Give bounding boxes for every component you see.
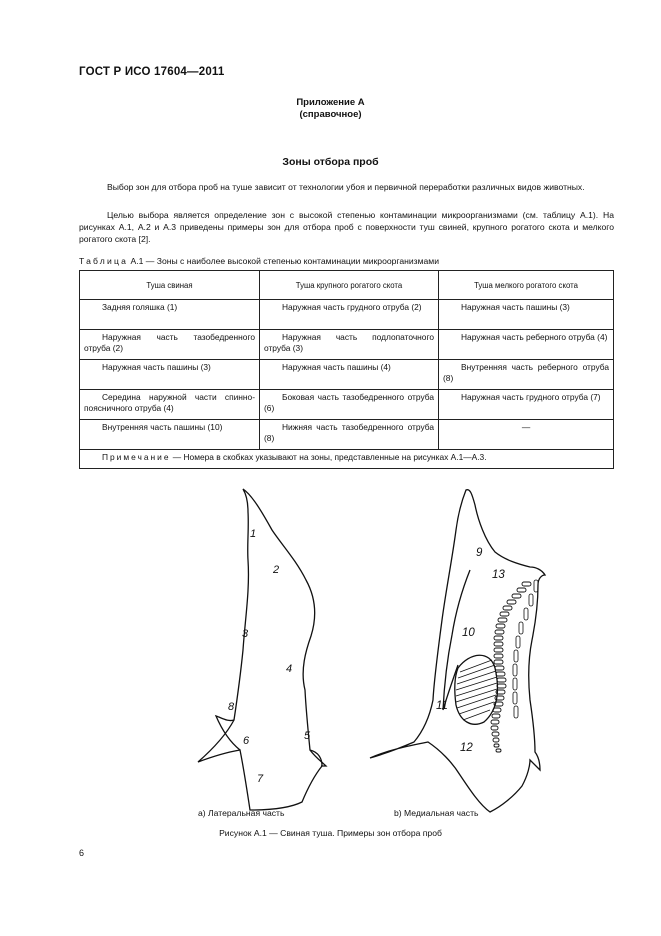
cell-text: Наружная часть грудного отруба (2) xyxy=(282,302,422,312)
document-header: ГОСТ Р ИСО 17604—2011 xyxy=(79,66,225,78)
cell-text: Наружная часть подлопаточного отруба (3) xyxy=(264,332,434,353)
zone-number: 6 xyxy=(243,735,250,747)
hind-leg-contour xyxy=(216,716,240,750)
table-caption-text: А.1 — Зоны с наиболее высокой степенью контаминации микроорганизмами xyxy=(128,256,440,266)
zone-number: 11 xyxy=(436,700,448,712)
medial-carcass-outline xyxy=(370,490,545,812)
cell-text: Наружная часть пашины (3) xyxy=(102,362,211,372)
figure-caption-b: b) Медиальная часть xyxy=(394,808,479,818)
annex-subtitle: (справочное) xyxy=(299,109,362,120)
zone-number: 7 xyxy=(257,773,264,785)
column-header: Туша мелкого рогатого скота xyxy=(439,271,614,300)
zone-number: 13 xyxy=(492,569,505,581)
cell-text: Наружная часть тазобедренного отруба (2) xyxy=(84,332,255,353)
lateral-carcass-outline xyxy=(198,489,322,810)
cell-text: Нижняя часть тазобедренного отруба (8) xyxy=(264,422,434,443)
section-title: Зоны отбора проб xyxy=(282,156,379,168)
tail-contour xyxy=(310,750,326,766)
cell-text: Наружная часть реберного отруба (4) xyxy=(461,332,608,342)
zone-number: 8 xyxy=(228,701,235,713)
zone-number: 10 xyxy=(462,627,475,639)
column-header: Туша свиная xyxy=(80,271,260,300)
zone-number: 5 xyxy=(304,730,311,742)
cell-text: Внутренняя часть реберного отруба (8) xyxy=(443,362,609,383)
cell-text: Боковая часть тазобедренного отруба (6) xyxy=(264,392,434,413)
spinal-segments xyxy=(513,580,538,718)
page-number: 6 xyxy=(79,848,85,858)
table-caption-label: Таблица xyxy=(79,256,129,266)
figure-caption-a: а) Латеральная часть xyxy=(198,808,285,818)
zone-number: 3 xyxy=(242,628,249,640)
zone-number: 9 xyxy=(476,547,483,559)
column-header: Туша крупного рогатого скота xyxy=(260,271,439,300)
cell-text: Наружная часть грудного отруба (7) xyxy=(461,392,601,402)
medial-carcass-drawing xyxy=(370,490,545,812)
paragraph-text: Целью выбора является определение зон с высокой степенью контаминации микроорганизмами (см. таблицу А.1). На рисунках А.1, А.2 и А.3 приведены примеры зон для отбора проб с поверхности туш свиней, крупного рогатого скота и мелкого рогатого скота [2]. xyxy=(79,210,614,244)
paragraph-text: Выбор зон для отбора проб на туше зависит от технологии убоя и первичной переработки различных видов животных. xyxy=(107,182,585,192)
cell-text: Наружная часть пашины (4) xyxy=(282,362,391,372)
cell-text: Задняя голяшка (1) xyxy=(102,302,178,312)
cell-text: — xyxy=(521,422,531,432)
cell-text: Середина наружной части спинно-поясничного отруба (4) xyxy=(84,392,255,413)
annex-title: Приложение А xyxy=(296,97,365,108)
zone-number: 2 xyxy=(273,564,280,576)
cell-text: Внутренняя часть пашины (10) xyxy=(102,422,223,432)
cell-text: Наружная часть пашины (3) xyxy=(461,302,570,312)
figure-caption: Рисунок А.1 — Свиная туша. Примеры зон отбора проб xyxy=(219,828,442,838)
spine-vertebrae xyxy=(491,582,531,752)
lateral-carcass-drawing xyxy=(198,489,326,810)
zone-number: 4 xyxy=(286,663,293,675)
zone-number: 1 xyxy=(250,528,257,540)
note-text: — Номера в скобках указывают на зоны, представленные на рисунках А.1—А.3. xyxy=(170,452,487,462)
zone-number: 12 xyxy=(460,742,473,754)
note-label: Примечание xyxy=(102,452,171,462)
